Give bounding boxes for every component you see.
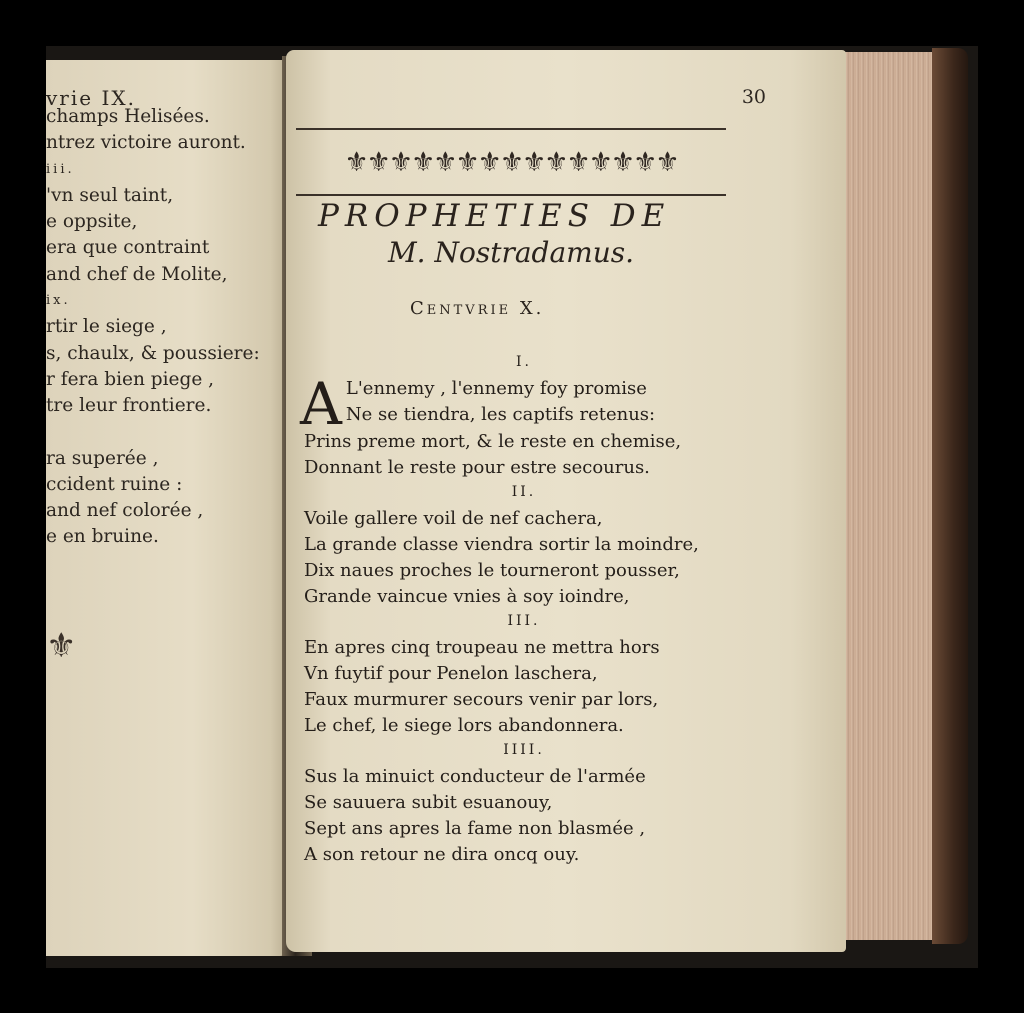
left-line: ra superée , — [46, 447, 159, 469]
verse-line: Grande vaincue vnies à soy ioindre, — [304, 585, 630, 607]
section-heading: Centvrie X. — [410, 298, 545, 319]
page-number: 30 — [741, 86, 766, 108]
left-line: champs Helisées. — [46, 106, 210, 127]
fleuron-ornament-icon: ⚜ — [46, 626, 77, 666]
left-line: era que contraint — [46, 237, 210, 259]
quatrains — [300, 350, 724, 867]
book-scan — [46, 46, 978, 968]
left-line: ix. — [46, 293, 71, 309]
quatrain-number: II. — [511, 484, 537, 501]
verse-line: Voile gallere voil de nef cachera, — [304, 508, 603, 530]
left-line: iii. — [46, 161, 75, 177]
left-page-header: vrie IX. — [46, 86, 136, 110]
verse-line: Dix naues proches le tourneront pousser, — [304, 559, 680, 581]
page-subtitle: M. Nostradamus. — [388, 236, 634, 269]
quatrain-3 — [304, 609, 724, 738]
verse-line: La grande classe viendra sortir la moindre, — [304, 533, 699, 555]
left-page — [46, 60, 290, 956]
quatrain-number: IIII. — [503, 742, 545, 759]
verse-line: Se sauuera subit esuanouy, — [304, 791, 553, 813]
left-line: s, chaulx, & poussiere: — [46, 342, 260, 364]
verse-line: L'ennemy , l'ennemy foy promise — [345, 377, 647, 399]
verse-line: Donnant le reste pour estre secourus. — [304, 456, 650, 478]
left-line: tre leur frontiere. — [46, 395, 212, 417]
left-line: r fera bien piege , — [46, 368, 215, 390]
verse-line: En apres cinq troupeau ne mettra hors — [304, 637, 660, 659]
fleuron-band-icon: ⚜⚜⚜⚜⚜⚜⚜⚜⚜⚜⚜⚜⚜⚜⚜ — [296, 128, 726, 196]
page-title: PROPHETIES DE — [318, 198, 671, 234]
book-cover-edge — [932, 48, 968, 944]
left-line: and nef colorée , — [46, 500, 204, 522]
quatrain-2 — [304, 480, 724, 609]
quatrain-number: III. — [507, 613, 541, 630]
verse-line: Sus la minuict conducteur de l'armée — [304, 766, 646, 788]
left-line: and chef de Molite, — [46, 263, 228, 285]
verse-line: Sept ans apres la fame non blasmée , — [304, 817, 646, 839]
left-line: e oppsite, — [46, 211, 138, 233]
verse-line: Prins preme mort, & le reste en chemise, — [304, 430, 682, 452]
verse-line: Faux murmurer secours venir par lors, — [304, 688, 659, 710]
left-line: ntrez victoire auront. — [46, 132, 246, 154]
drop-cap: A — [300, 369, 342, 438]
left-line-blank — [46, 420, 286, 446]
right-page — [286, 50, 846, 952]
left-line: rtir le siege , — [46, 316, 167, 338]
verse-line: A son retour ne dira oncq ouy. — [304, 843, 580, 865]
left-line: 'vn seul taint, — [46, 184, 174, 206]
left-line: e en bruine. — [46, 526, 159, 548]
verse-line: Ne se tiendra, les captifs retenus: — [345, 403, 656, 425]
quatrain-number: I. — [516, 354, 532, 370]
quatrain-1 — [300, 350, 724, 480]
verse-line: Vn fuytif pour Penelon laschera, — [304, 662, 598, 684]
quatrain-4 — [304, 738, 724, 867]
verse-line: Le chef, le siege lors abandonnera. — [304, 714, 624, 736]
left-page-text — [46, 104, 286, 551]
left-line: ccident ruine : — [46, 473, 183, 495]
